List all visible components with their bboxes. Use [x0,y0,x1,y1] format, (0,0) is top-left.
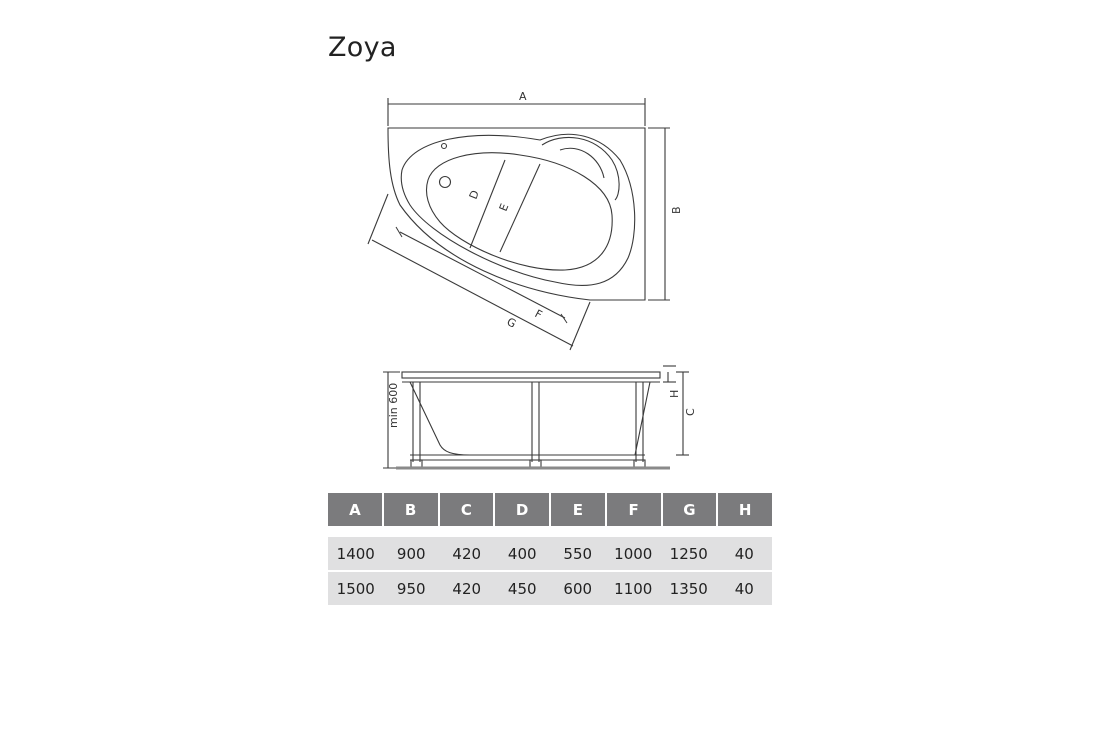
table-cell: 1250 [669,544,708,563]
table-cell: 420 [452,579,482,598]
label-H: H [668,389,681,398]
drawing-labels [387,90,697,428]
dimensions-table [328,493,772,605]
table-cell: 1000 [614,544,653,563]
label-B: B [670,206,683,214]
table-row [328,572,772,605]
top-view [368,98,670,350]
label-E: E [496,201,512,214]
label-D: D [466,188,482,202]
table-cell: 1500 [336,579,375,598]
table-cell: 1100 [614,579,653,598]
table-cell: 900 [396,544,426,563]
table-cell: 420 [452,544,482,563]
label-A: A [519,90,527,103]
header-cell-D: D [495,493,549,526]
table-cell: 40 [734,579,754,598]
header-cell-C: C [440,493,494,526]
product-title: Zoya [328,32,397,63]
label-min-600: min 600 [387,382,400,428]
table-cell: 600 [563,579,593,598]
table-cell: 40 [734,544,754,563]
header-cell-A: A [328,493,382,526]
header-cell-H: H [718,493,772,526]
table-cell: 450 [507,579,537,598]
table-cell: 400 [507,544,537,563]
table-header-row [328,493,772,526]
header-cell-B: B [384,493,438,526]
table-body [328,537,772,605]
table-cell: 1400 [336,544,375,563]
side-view [383,366,689,468]
table-cell: 550 [563,544,593,563]
label-C: C [684,408,697,416]
header-cell-G: G [663,493,717,526]
label-F: F [532,307,545,322]
table-cell: 1350 [669,579,708,598]
header-cell-F: F [607,493,661,526]
header-cell-E: E [551,493,605,526]
table-row [328,537,772,570]
table-cell: 950 [396,579,426,598]
label-G: G [504,315,519,331]
